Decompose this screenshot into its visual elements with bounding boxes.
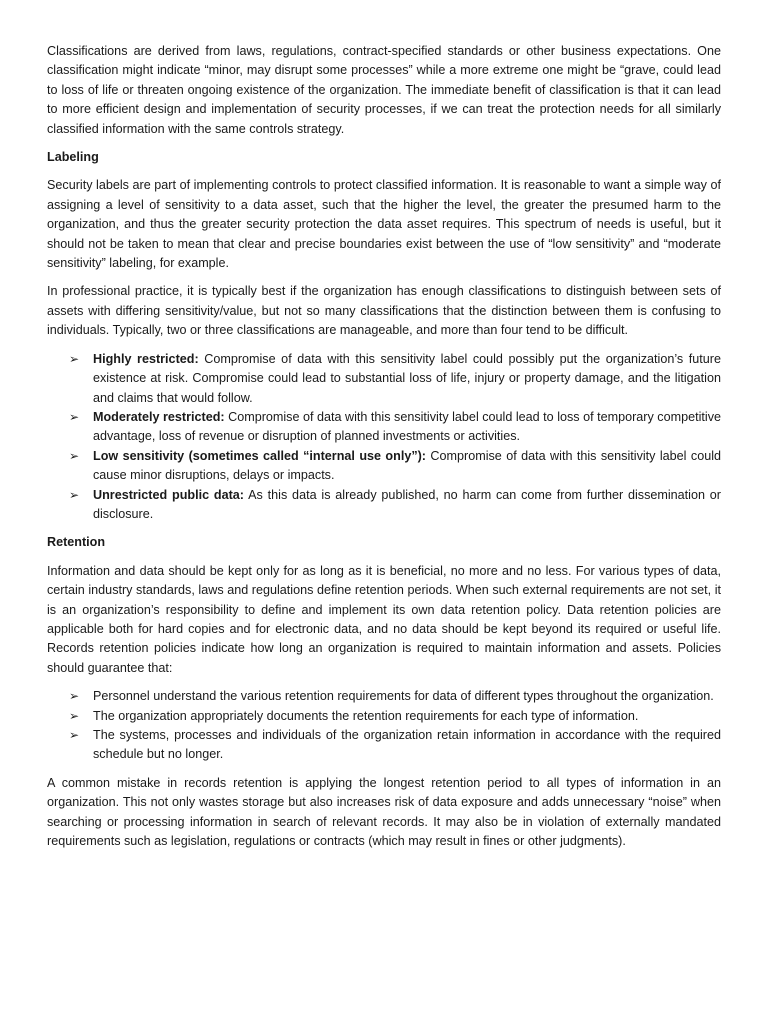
- arrowhead-bullet-icon: ➢: [69, 409, 80, 424]
- classification-description: As this data is already published, no harm can come from further dissemination or disclosure.: [93, 487, 721, 521]
- retention-paragraph: Information and data should be kept only for as long as it is beneficial, no more and no less. For various types of data, certain industry standards, laws and regulations define retention periods. When such external requirements are not set, it is an organization’s responsibility to define and implement its own data retention policy. Data retention policies are applicable both for hard copies and for electronic data, and no data should be kept beyond its required or useful life. Records retention policies indicate how long an organization is required to maintain information and assets. Policies should guarantee that:: [47, 563, 721, 675]
- list-item: [47, 350, 721, 408]
- arrowhead-bullet-icon: ➢: [69, 487, 80, 502]
- labeling-heading: Labeling: [47, 150, 99, 165]
- requirement-text: The systems, processes and individuals of the organization retain information in accordance with the required schedule but no longer.: [93, 728, 721, 762]
- intro-paragraph: Classifications are derived from laws, regulations, contract-specified standards or other business expectations. One classification might indicate “minor, may disrupt some processes” while a more extreme one might be “grave, could lead to loss of life or threaten ongoing existence of the organization. The immediate benefit of classification is that it can lead to more efficient design and implementation of security processes, if we can treat the protection needs for all similarly classified information with the same controls strategy.: [47, 44, 721, 136]
- classification-description: Compromise of data with this sensitivity label could lead to loss of temporary competitive advantage, loss of revenue or disruption of planned investments or activities.: [93, 409, 721, 444]
- labeling-paragraph-1: Security labels are part of implementing controls to protect classified information. It is reasonable to want a simple way of assigning a level of sensitivity to a data asset, such that the higher the level, the greater the presumed harm to the organization, and thus the greater security protection the data asset requires. This spectrum of needs is useful, but it should not be taken to mean that clear and precise boundaries exist between the use of “low sensitivity” and “moderate sensitivity” labeling, for example.: [47, 178, 721, 271]
- classification-term: Highly restricted:: [93, 351, 199, 366]
- list-item: [47, 486, 721, 525]
- classification-term: Moderately restricted:: [93, 409, 225, 424]
- classification-description: Compromise of data with this sensitivity label could possibly put the organization’s future existence at risk. Compromise could lead to substantial loss of life, injury or property damage, and the litigation and claims that would follow.: [93, 351, 722, 405]
- list-item: [47, 447, 721, 486]
- classification-list: [47, 350, 721, 525]
- document-page: [47, 42, 721, 860]
- labeling-paragraph-2: In professional practice, it is typically best if the organization has enough classifications to distinguish between sets of assets with differing sensitivity/value, but not so many classifications that the distinction between them is confusing to individuals. Typically, two or three classifications are manageable, and more than four tend to be difficult.: [47, 284, 721, 338]
- arrowhead-bullet-icon: ➢: [69, 448, 80, 463]
- requirement-text: The organization appropriately documents the retention requirements for each type of information.: [93, 708, 639, 723]
- list-item: [47, 707, 721, 726]
- list-item: [47, 726, 721, 765]
- retention-closing-paragraph: A common mistake in records retention is applying the longest retention period to all types of information in an organization. This not only wastes storage but also increases risk of data exposure and adds unnecessary “noise” when searching or processing information in search of relevant records. It may also be in violation of externally mandated requirements such as legislation, regulations or contracts (which may result in fines or other judgments).: [47, 775, 721, 849]
- list-item: [47, 687, 721, 706]
- retention-requirements-list: [47, 687, 721, 765]
- list-item: [47, 408, 721, 447]
- arrowhead-bullet-icon: ➢: [69, 708, 80, 723]
- arrowhead-bullet-icon: ➢: [69, 689, 80, 704]
- classification-term: Low sensitivity (sometimes called “internal use only”):: [93, 448, 427, 463]
- classification-description: Compromise of data with this sensitivity label could cause minor disruptions, delays or impacts.: [93, 448, 722, 483]
- classification-term: Unrestricted public data:: [93, 487, 244, 502]
- requirement-text: Personnel understand the various retention requirements for data of different types throughout the organization.: [93, 689, 714, 704]
- retention-heading: Retention: [47, 535, 106, 550]
- arrowhead-bullet-icon: ➢: [69, 351, 80, 366]
- arrowhead-bullet-icon: ➢: [69, 728, 80, 742]
